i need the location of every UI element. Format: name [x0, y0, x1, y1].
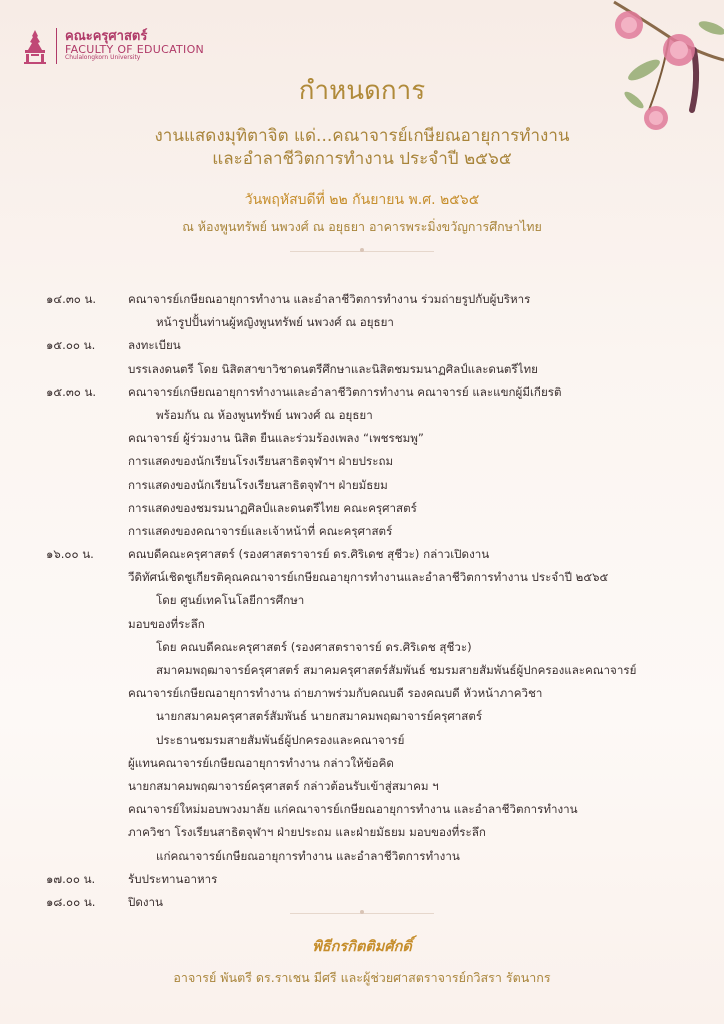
schedule-row — [46, 891, 706, 914]
schedule-item-text: ภาควิชา โรงเรียนสาธิตจุฬาฯ ฝ่ายประถม และฝ่ายมัธยม มอบของที่ระลึก — [128, 825, 486, 840]
schedule-time: ๑๕.๐๐ น. — [46, 338, 96, 353]
event-title-line2: และอำลาชีวิตการทำงาน ประจำปี ๒๕๖๕ — [212, 148, 512, 169]
schedule-row — [46, 427, 706, 450]
schedule-row — [46, 682, 706, 705]
faculty-logo — [22, 28, 204, 64]
schedule-row — [46, 613, 706, 636]
schedule-row — [46, 404, 706, 427]
schedule-row — [46, 497, 706, 520]
schedule-item-text: มอบของที่ระลึก — [128, 616, 205, 631]
schedule-item-text: คณาจารย์ใหม่มอบพวงมาลัย แก่คณาจารย์เกษียณอายุการทำงาน และอำลาชีวิตการทำงาน — [128, 802, 578, 817]
schedule-item-text: หน้ารูปปั้นท่านผู้หญิงพูนทรัพย์ นพวงศ์ ณ อยุธยา — [156, 315, 394, 330]
event-date: วันพฤหัสบดีที่ ๒๒ กันยายน พ.ศ. ๒๕๖๕ — [244, 191, 480, 208]
schedule-row — [46, 311, 706, 334]
schedule-row — [46, 798, 706, 821]
schedule-row — [46, 381, 706, 404]
header-divider-dot — [360, 248, 364, 252]
document-header — [0, 60, 724, 237]
event-title-line1: งานแสดงมุทิตาจิต แด่...คณาจารย์เกษียณอายุการทำงาน — [154, 126, 570, 146]
schedule-item-text: โดย คณบดีคณะครุศาสตร์ (รองศาสตราจารย์ ดร.ศิริเดช สุชีวะ) — [156, 639, 472, 654]
schedule-time: ๑๘.๐๐ น. — [46, 894, 96, 909]
schedule-item-text: สมาคมพฤฒาจารย์ครุศาสตร์ สมาคมครุศาสตร์สัมพันธ์ ชมรมสายสัมพันธ์ผู้ปกครองและคณาจารย์ — [156, 663, 637, 677]
logo-english-name: FACULTY OF EDUCATION — [65, 42, 205, 56]
schedule-item-text: คณาจารย์เกษียณอายุการทำงาน ถ่ายภาพร่วมกับคณบดี รองคณบดี หัวหน้าภาควิชา — [128, 686, 543, 701]
schedule-item-text: นายกสมาคมครุศาสตร์สัมพันธ์ นายกสมาคมพฤฒาจารย์ครุศาสตร์ — [156, 709, 483, 724]
schedule-time: ๑๕.๓๐ น. — [46, 384, 97, 399]
document-footer — [0, 935, 724, 988]
schedule-item-text: ประธานชมรมสายสัมพันธ์ผู้ปกครองและคณาจารย์ — [156, 732, 405, 747]
schedule-row — [46, 868, 706, 891]
schedule-row — [46, 752, 706, 775]
schedule-row — [46, 729, 706, 752]
schedule-item-text: รับประทานอาหาร — [128, 871, 218, 886]
schedule-row — [46, 845, 706, 868]
schedule-item-text: ปิดงาน — [128, 894, 163, 909]
schedule-item-text: บรรเลงดนตรี โดย นิสิตสาขาวิชาดนตรีศึกษาและนิสิตชมรมนาฏศิลป์และดนตรีไทย — [128, 361, 538, 376]
schedule-row — [46, 450, 706, 473]
schedule-item-text: นายกสมาคมพฤฒาจารย์ครุศาสตร์ กล่าวต้อนรับเข้าสู่สมาคม ฯ — [128, 778, 439, 793]
logo-separator — [56, 28, 57, 64]
schedule-time: ๑๔.๓๐ น. — [46, 292, 97, 306]
schedule-item-text: คณบดีคณะครุศาสตร์ (รองศาสตราจารย์ ดร.ศิริเดช สุชีวะ) กล่าวเปิดงาน — [128, 547, 490, 562]
schedule-row — [46, 775, 706, 798]
schedule-item-text: ลงทะเบียน — [128, 338, 181, 353]
page-title: กำหนดการ — [298, 76, 426, 106]
schedule-time: ๑๗.๐๐ น. — [46, 871, 96, 886]
mc-names: อาจารย์ พันตรี ดร.ราเชน มีศรี และผู้ช่วยศาสตราจารย์กวิสรา รัตนากร — [173, 970, 551, 985]
schedule-item-text: แก่คณาจารย์เกษียณอายุการทำงาน และอำลาชีวิตการทำงาน — [156, 848, 460, 863]
schedule-row — [46, 566, 706, 589]
schedule-row — [46, 334, 706, 357]
logo-text — [65, 30, 204, 61]
schedule-item-text: วีดิทัศน์เชิดชูเกียรติคุณคณาจารย์เกษียณอายุการทำงานและอำลาชีวิตการทำงาน ประจำปี ๒๕๖๕ — [128, 570, 609, 585]
schedule-item-text: การแสดงของนักเรียนโรงเรียนสาธิตจุฬาฯ ฝ่ายประถม — [128, 454, 394, 469]
schedule-item-text: พร้อมกัน ณ ห้องพูนทรัพย์ นพวงศ์ ณ อยุธยา — [156, 407, 373, 422]
schedule-row — [46, 821, 706, 844]
schedule-time: ๑๖.๐๐ น. — [46, 547, 94, 562]
schedule-row — [46, 705, 706, 728]
schedule-item-text: คณาจารย์เกษียณอายุการทำงาน และอำลาชีวิตการทำงาน ร่วมถ่ายรูปกับผู้บริหาร — [128, 292, 531, 306]
schedule-list — [46, 288, 706, 914]
mc-heading: พิธีกรกิตติมศักดิ์ — [312, 939, 412, 955]
schedule-item-text: โดย ศูนย์เทคโนโลยีการศึกษา — [156, 593, 305, 608]
schedule-row — [46, 543, 706, 566]
schedule-item-text: ผู้แทนคณาจารย์เกษียณอายุการทำงาน กล่าวให้ข้อคิด — [128, 755, 394, 770]
logo-thai-name: คณะครุศาสตร์ — [65, 29, 148, 45]
event-venue: ณ ห้องพูนทรัพย์ นพวงศ์ ณ อยุธยา อาคารพระมิ่งขวัญการศึกษาไทย — [182, 218, 542, 234]
schedule-item-text: คณาจารย์ ผู้ร่วมงาน นิสิต ยืนและร่วมร้องเพลง “เพชรชมพู” — [128, 431, 424, 446]
schedule-row — [46, 636, 706, 659]
schedule-item-text: การแสดงของชมรมนาฏศิลป์และดนตรีไทย คณะครุศาสตร์ — [128, 500, 417, 515]
schedule-row — [46, 474, 706, 497]
schedule-row — [46, 659, 706, 682]
phra-kiao-crest-icon — [22, 28, 48, 64]
schedule-row — [46, 358, 706, 381]
schedule-item-text: คณาจารย์เกษียณอายุการทำงานและอำลาชีวิตการทำงาน คณาจารย์ และแขกผู้มีเกียรติ — [128, 384, 562, 399]
footer-divider-dot — [360, 910, 364, 914]
logo-university-name: Chulalongkorn University — [65, 54, 141, 62]
schedule-row — [46, 589, 706, 612]
schedule-row — [46, 288, 706, 311]
schedule-item-text: การแสดงของคณาจารย์และเจ้าหน้าที่ คณะครุศาสตร์ — [128, 523, 393, 538]
schedule-row — [46, 520, 706, 543]
schedule-item-text: การแสดงของนักเรียนโรงเรียนสาธิตจุฬาฯ ฝ่ายมัธยม — [128, 477, 388, 492]
